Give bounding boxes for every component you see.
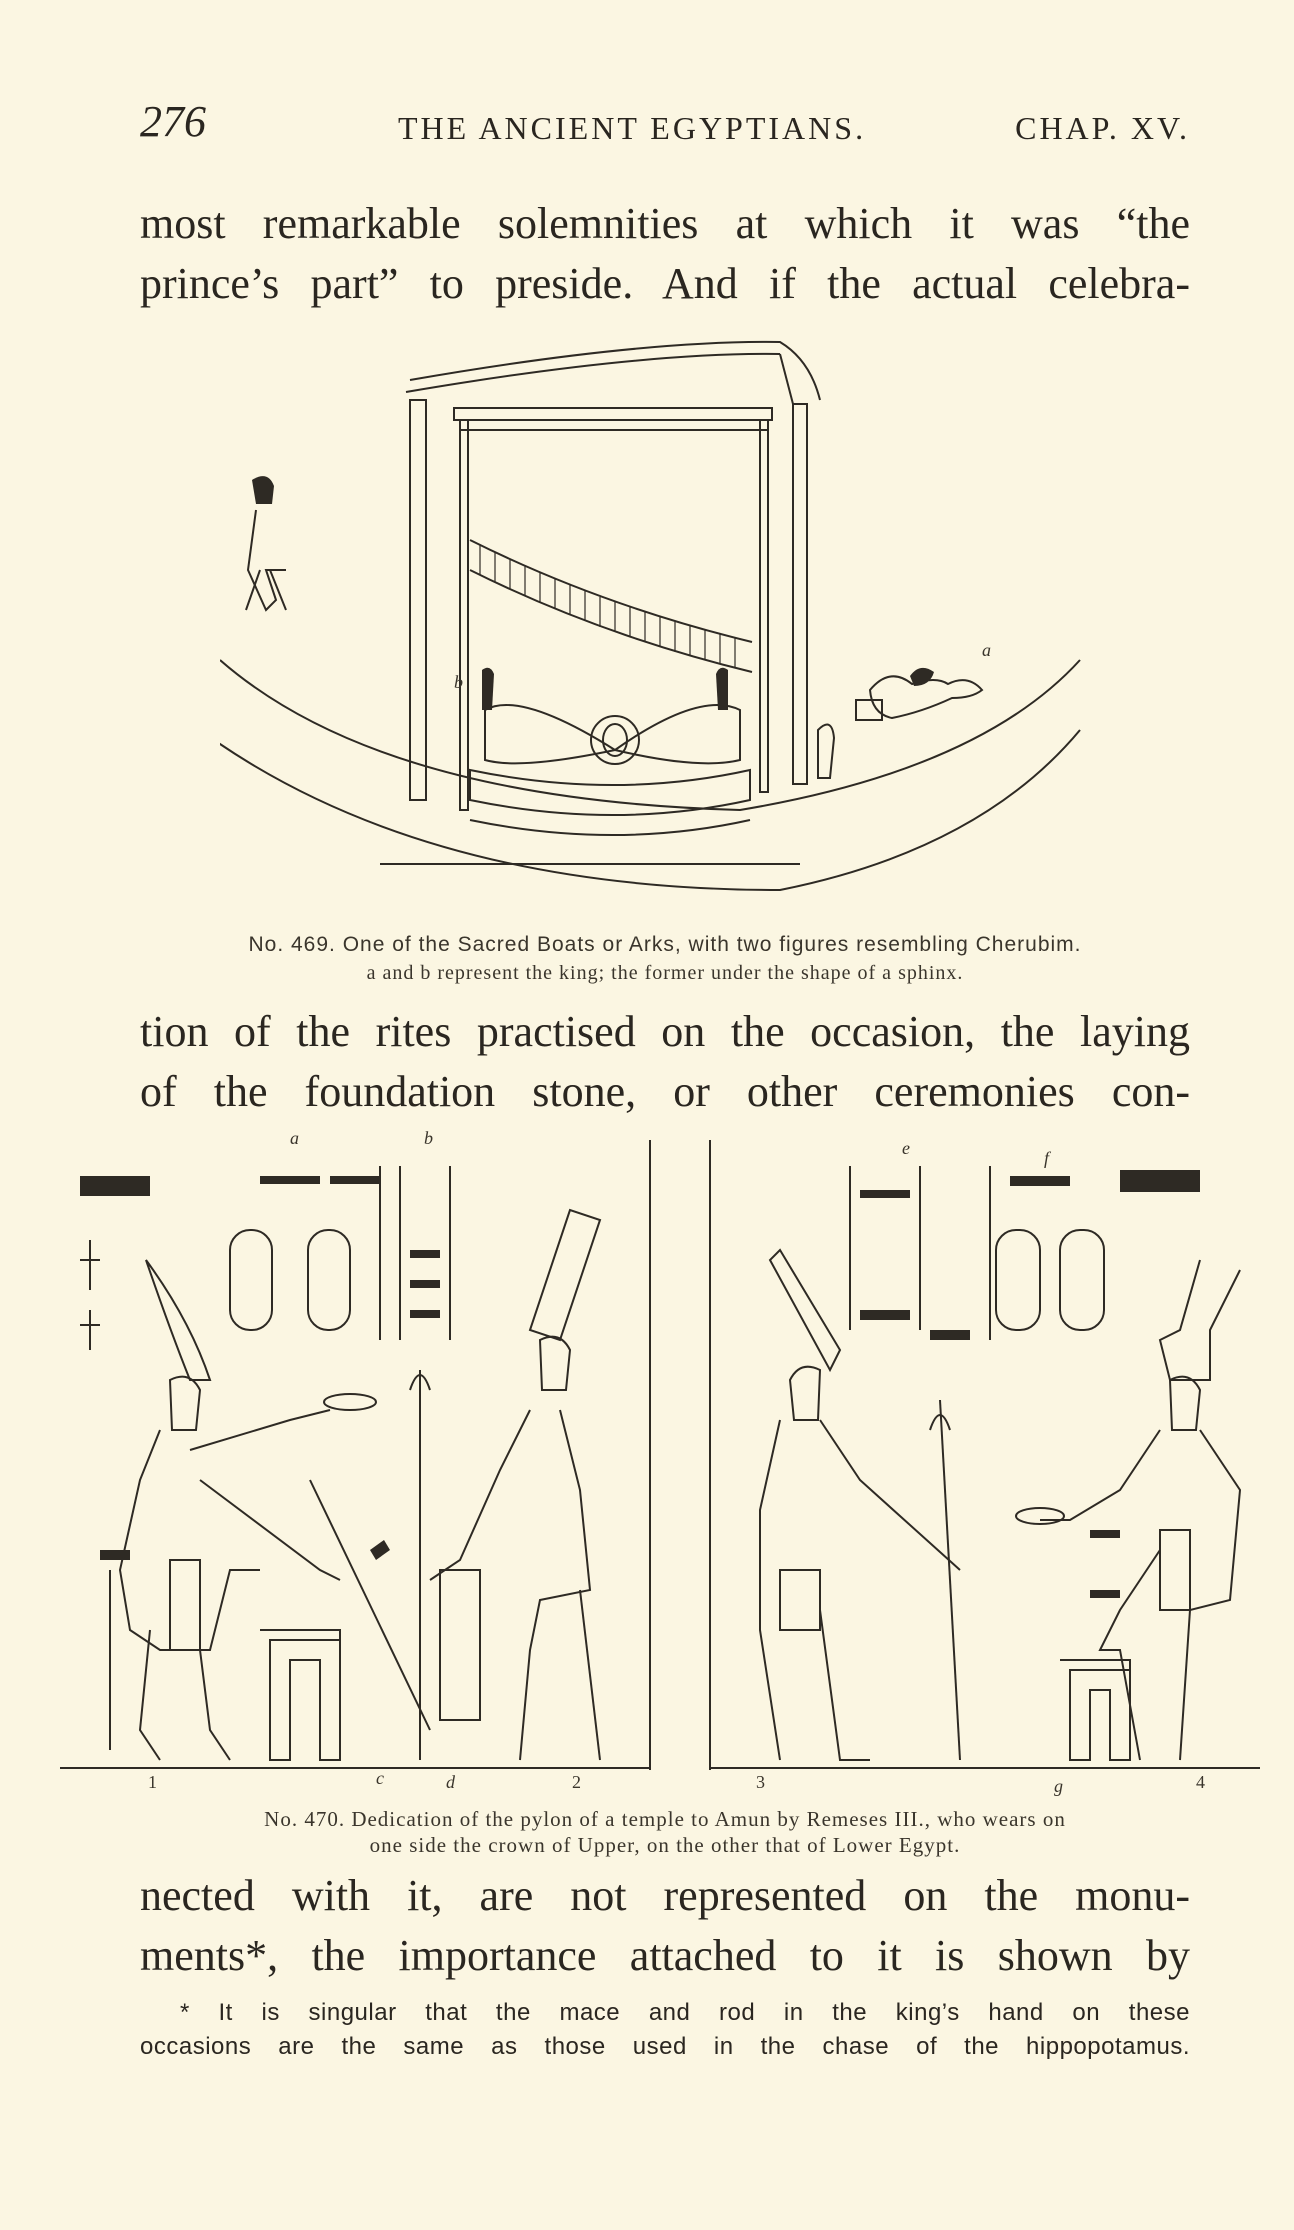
figure-label-a: a [982, 640, 991, 660]
figure-label-g: g [1054, 1776, 1063, 1796]
king-upper-egypt-left [110, 1260, 376, 1760]
figure-label-e: e [902, 1138, 910, 1158]
figure-469-caption-line1: No. 469. One of the Sacred Boats or Arks, with two figures resembling Cherubim. [248, 933, 1082, 956]
body-text-line: ments*, the importance attached to it is shown by [140, 1931, 1190, 1980]
figure-label-d: d [446, 1772, 455, 1792]
body-text-line: tion of the rites practised on the occasion, the laying [140, 1007, 1190, 1056]
figure-470-caption-line1: No. 470. Dedication of the pylon of a temple to Amun by Remeses III., who wears on [264, 1807, 1066, 1831]
figure-label-1: 1 [148, 1772, 157, 1792]
figure-470-caption-line2: one side the crown of Upper, on the other that of Lower Egypt. [369, 1833, 961, 1857]
running-title: THE ANCIENT EGYPTIANS. [398, 110, 867, 146]
sphinx-figure-a [856, 668, 982, 720]
body-text-line: most remarkable solemnities at which it was “the [140, 199, 1190, 248]
figure-label-f: f [1044, 1148, 1050, 1168]
page-number: 276 [140, 97, 206, 146]
figure-469-caption-line2: a and b represent the king; the former under the shape of a sphinx. [366, 962, 964, 984]
right-cartouches [850, 1166, 1200, 1598]
body-text-line: nected with it, are not represented on the monu- [140, 1871, 1190, 1920]
figure-label-4: 4 [1196, 1772, 1205, 1792]
figure-label-b: b [424, 1128, 433, 1148]
figure-label-b: b [454, 672, 463, 692]
chapter-label: CHAP. XV. [1015, 110, 1190, 146]
figure-label-2: 2 [572, 1772, 581, 1792]
figure-469-sacred-boat [220, 330, 1120, 920]
king-figure-third [760, 1250, 960, 1760]
king-figure-b [246, 476, 286, 610]
figure-470-dedication-scene [60, 1130, 1260, 1770]
king-lower-egypt-right [1016, 1260, 1240, 1760]
king-figure-second [410, 1210, 600, 1760]
body-text-line: prince’s part” to preside. And if the actual celebra- [140, 259, 1190, 308]
figure-label-a: a [290, 1128, 299, 1148]
body-text-line: of the foundation stone, or other ceremonies con- [140, 1067, 1190, 1116]
figure-label-3: 3 [756, 1772, 765, 1792]
footnote-line: * It is singular that the mace and rod in the king’s hand on these [180, 1999, 1190, 2026]
running-header [140, 96, 1190, 156]
footnote-line: occasions are the same as those used in the chase of the hippopotamus. [140, 2033, 1190, 2060]
figure-label-c: c [376, 1768, 384, 1788]
footnote [140, 1996, 1190, 2064]
